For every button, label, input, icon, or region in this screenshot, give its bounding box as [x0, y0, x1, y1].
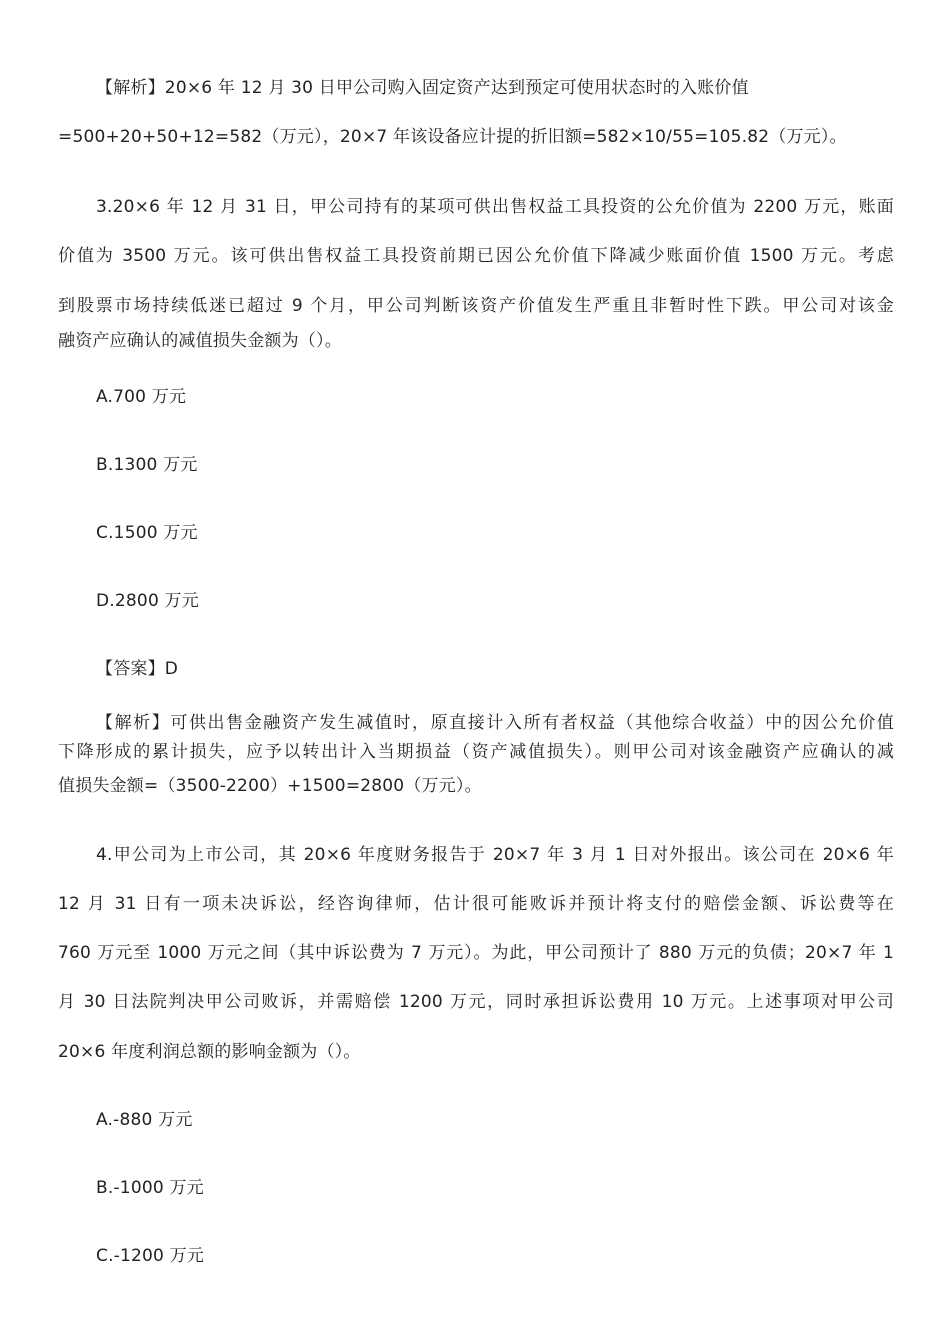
q3-analysis-line-1: 【解析】可供出售金融资产发生减值时，原直接计入所有者权益（其他综合收益）中的因公允价值	[96, 713, 894, 733]
q3-stem-line-2: 价值为 3500 万元。该可供出售权益工具投资前期已因公允价值下降减少账面价值 1500 万元。考虑	[58, 246, 894, 266]
q3-answer: 【答案】D	[96, 659, 179, 679]
q2-analysis-line-1: 【解析】20×6 年 12 月 30 日甲公司购入固定资产达到预定可使用状态时的入账价值	[96, 78, 749, 98]
q3-option-b: B.1300 万元	[96, 455, 198, 475]
q3-stem-line-3: 到股票市场持续低迷已超过 9 个月，甲公司判断该资产价值发生严重且非暂时性下跌。甲公司对该金	[58, 296, 894, 316]
q3-analysis-line-2: 下降形成的累计损失，应予以转出计入当期损益（资产减值损失）。则甲公司对该金融资产应确认的减	[58, 742, 894, 762]
q3-option-d: D.2800 万元	[96, 591, 199, 611]
q4-option-a: A.-880 万元	[96, 1110, 193, 1130]
q4-option-c: C.-1200 万元	[96, 1246, 205, 1266]
q3-option-a: A.700 万元	[96, 387, 187, 407]
q4-stem-line-3: 760 万元至 1000 万元之间（其中诉讼费为 7 万元）。为此，甲公司预计了 880 万元的负债；20×7 年 1	[58, 943, 894, 963]
q4-stem-line-4: 月 30 日法院判决甲公司败诉，并需赔偿 1200 万元，同时承担诉讼费用 10 万元。上述事项对甲公司	[58, 992, 894, 1012]
q3-stem-line-1: 3.20×6 年 12 月 31 日，甲公司持有的某项可供出售权益工具投资的公允价值为 2200 万元，账面	[96, 197, 894, 217]
q3-analysis-line-3: 值损失金额=（3500-2200）+1500=2800（万元）。	[58, 776, 482, 796]
q4-stem-line-2: 12 月 31 日有一项未决诉讼，经咨询律师，估计很可能败诉并预计将支付的赔偿金额、诉讼费等在	[58, 894, 894, 914]
q4-stem-line-5: 20×6 年度利润总额的影响金额为（）。	[58, 1042, 361, 1062]
q3-option-c: C.1500 万元	[96, 523, 198, 543]
q2-analysis-line-2: =500+20+50+12=582（万元），20×7 年该设备应计提的折旧额=582×10/55=105.82（万元）。	[58, 127, 847, 147]
q4-option-b: B.-1000 万元	[96, 1178, 204, 1198]
q3-stem-line-4: 融资产应确认的减值损失金额为（）。	[58, 331, 342, 351]
q4-stem-line-1: 4.甲公司为上市公司，其 20×6 年度财务报告于 20×7 年 3 月 1 日对外报出。该公司在 20×6 年	[96, 845, 894, 865]
